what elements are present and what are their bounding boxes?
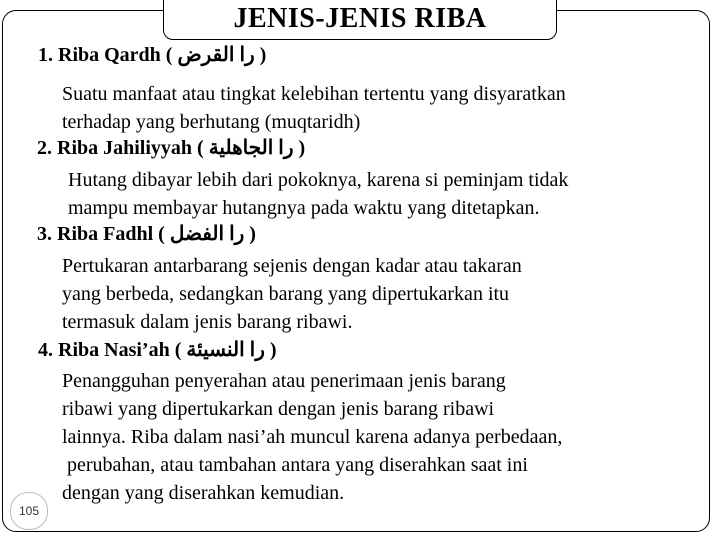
title-box [163, 0, 557, 40]
item-heading-riba-fadhl: 3. Riba Fadhl ( را الفضل ) [37, 223, 256, 245]
slide-title: JENIS-JENIS RIBA [233, 3, 487, 34]
page-number: 105 [18, 504, 40, 518]
item-line: mampu membayar hutangnya pada waktu yang ditetapkan. [68, 197, 540, 219]
item-line: perubahan, atau tambahan antara yang diserahkan saat ini [62, 454, 528, 476]
item-heading-riba-jahiliyyah: 2. Riba Jahiliyyah ( را الجاهلية ) [37, 137, 306, 159]
item-line: lainnya. Riba dalam nasi’ah muncul karena adanya perbedaan, [62, 426, 563, 448]
item-line: yang berbeda, sedangkan barang yang dipertukarkan itu [62, 283, 510, 305]
item-line: dengan yang diserahkan kemudian. [62, 482, 345, 504]
item-line: termasuk dalam jenis barang ribawi. [62, 311, 353, 333]
item-heading-riba-qardh: 1. Riba Qardh ( را القرض ) [38, 44, 267, 66]
item-line: Hutang dibayar lebih dari pokoknya, karena si peminjam tidak [68, 169, 569, 191]
item-line: Suatu manfaat atau tingkat kelebihan tertentu yang disyaratkan [62, 83, 566, 105]
item-line: terhadap yang berhutang (muqtaridh) [62, 111, 361, 133]
item-line: Penangguhan penyerahan atau penerimaan jenis barang [62, 370, 506, 392]
page-number-badge [10, 492, 48, 530]
item-heading-riba-nasiah: 4. Riba Nasi’ah ( را النسيئة ) [38, 339, 277, 361]
item-line: Pertukaran antarbarang sejenis dengan kadar atau takaran [62, 255, 522, 277]
item-line: ribawi yang dipertukarkan dengan jenis barang ribawi [62, 398, 495, 420]
